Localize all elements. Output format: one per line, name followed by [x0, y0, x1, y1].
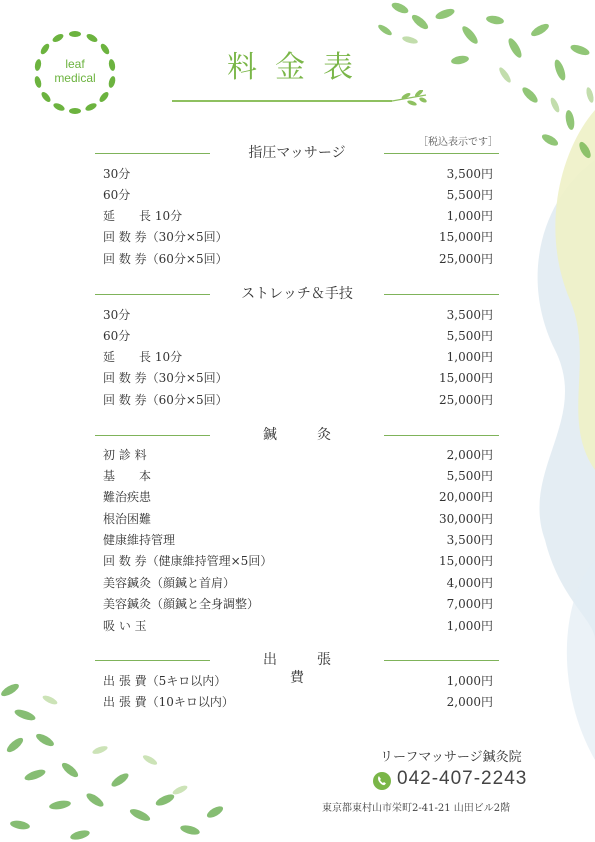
price-row — [103, 306, 493, 324]
item-price: 3,500円 — [446, 308, 493, 322]
price-row — [103, 186, 493, 204]
item-name: 回 数 券（60分×5回） — [103, 393, 228, 407]
item-name: 吸 い 玉 — [103, 619, 147, 633]
item-price: 20,000円 — [439, 490, 493, 504]
price-row — [103, 574, 493, 592]
item-name: 回 数 券（30分×5回） — [103, 230, 228, 244]
item-name: 回 数 券（30分×5回） — [103, 371, 228, 385]
item-price: 15,000円 — [439, 371, 493, 385]
section-rule — [384, 660, 499, 661]
item-name: 60分 — [103, 329, 131, 343]
page-title: 料金表 — [227, 50, 371, 85]
item-price: 5,500円 — [446, 188, 493, 202]
item-price: 30,000円 — [439, 512, 493, 526]
item-name: 美容鍼灸（顔鍼と全身調整） — [103, 597, 260, 611]
item-price: 7,000円 — [446, 597, 493, 611]
price-row — [103, 369, 493, 387]
price-row — [103, 165, 493, 183]
item-price: 2,000円 — [446, 448, 493, 462]
section-rule — [384, 435, 499, 436]
phone-icon — [373, 772, 391, 790]
item-name: 出 張 費（5キロ以内） — [103, 674, 227, 688]
clinic-name: リーフマッサージ鍼灸院 — [380, 750, 522, 765]
section-rule — [95, 435, 210, 436]
item-price: 4,000円 — [446, 576, 493, 590]
price-row — [103, 693, 493, 711]
item-name: 難治疾患 — [103, 490, 152, 504]
price-row — [103, 207, 493, 225]
leaf-medical-logo — [30, 28, 120, 118]
leaf-sprig-icon — [392, 90, 428, 108]
title-underline — [172, 100, 392, 102]
item-price: 3,500円 — [446, 167, 493, 181]
section-rule — [95, 294, 210, 295]
item-name: 回 数 券（健康維持管理×5回） — [103, 554, 273, 568]
logo-text-line2: medical — [54, 71, 96, 85]
price-row — [103, 488, 493, 506]
section-rule — [95, 660, 210, 661]
item-price: 1,000円 — [446, 619, 493, 633]
section-header-stretch — [95, 285, 499, 303]
clinic-address: 東京都東村山市栄町2-41-21 山田ビル2階 — [322, 803, 511, 814]
item-name: 出 張 費（10キロ以内） — [103, 695, 234, 709]
price-row — [103, 327, 493, 345]
price-row — [103, 552, 493, 570]
item-price: 1,000円 — [446, 350, 493, 364]
section-rule — [384, 294, 499, 295]
price-row — [103, 617, 493, 635]
item-price: 1,000円 — [446, 209, 493, 223]
price-row — [103, 672, 493, 690]
price-row — [103, 250, 493, 268]
section-rule — [384, 153, 499, 154]
item-price: 5,500円 — [446, 329, 493, 343]
section-header-shiatsu — [95, 144, 499, 162]
section-title: 指圧マッサージ — [248, 145, 346, 161]
price-row — [103, 348, 493, 366]
item-name: 30分 — [103, 167, 131, 181]
section-title: 鍼灸 — [263, 427, 371, 443]
item-name: 延 長 10分 — [103, 350, 183, 364]
phone-number[interactable]: 042-407-2243 — [397, 768, 528, 789]
section-title: 出張費 — [263, 652, 371, 686]
price-row — [103, 595, 493, 613]
item-name: 美容鍼灸（顔鍼と首肩） — [103, 576, 236, 590]
price-row — [103, 391, 493, 409]
price-row — [103, 446, 493, 464]
item-name: 回 数 券（60分×5回） — [103, 252, 228, 266]
logo-text-line1: leaf — [65, 57, 85, 71]
item-price: 15,000円 — [439, 230, 493, 244]
section-header-acupuncture — [95, 426, 499, 444]
section-rule — [95, 153, 210, 154]
item-price: 25,000円 — [439, 252, 493, 266]
item-name: 初 診 料 — [103, 448, 147, 462]
item-price: 3,500円 — [446, 533, 493, 547]
item-name: 健康維持管理 — [103, 533, 176, 547]
section-title: ストレッチ＆手技 — [241, 286, 353, 302]
price-row — [103, 531, 493, 549]
tax-included-note: ［税込表示です］ — [418, 137, 498, 148]
item-name: 延 長 10分 — [103, 209, 183, 223]
price-row — [103, 510, 493, 528]
item-price: 25,000円 — [439, 393, 493, 407]
item-price: 5,500円 — [446, 469, 493, 483]
item-name: 根治困難 — [103, 512, 152, 526]
price-row — [103, 228, 493, 246]
item-price: 2,000円 — [446, 695, 493, 709]
item-price: 15,000円 — [439, 554, 493, 568]
item-name: 30分 — [103, 308, 131, 322]
price-row — [103, 467, 493, 485]
item-name: 60分 — [103, 188, 131, 202]
item-price: 1,000円 — [446, 674, 493, 688]
phone-handset-glyph — [373, 772, 391, 790]
item-name: 基 本 — [103, 469, 152, 483]
